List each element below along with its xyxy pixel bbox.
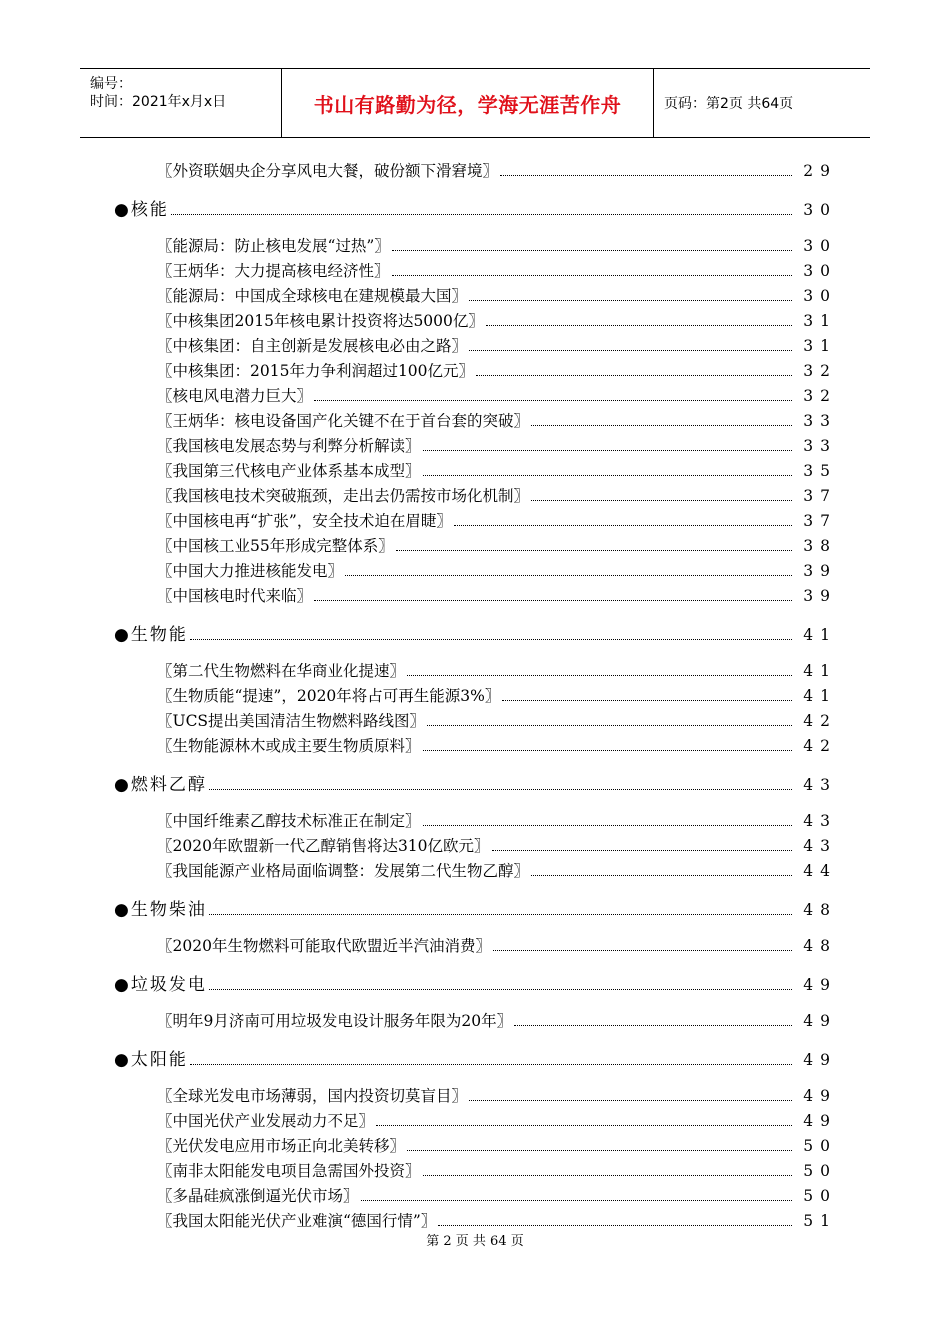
header-page-cell: [654, 69, 870, 137]
toc-section-entry[interactable]: [0, 899, 950, 921]
toc-page-number: 48: [803, 901, 837, 919]
toc-leader-dots: [423, 750, 792, 751]
toc-section-entry[interactable]: [0, 1049, 950, 1071]
toc-entry-title: 〖中核集团2015年核电累计投资将达5000亿〗: [157, 312, 484, 330]
toc-leader-dots: [454, 525, 792, 526]
toc-entry-title: 〖核电风电潜力巨大〗: [157, 387, 313, 405]
toc-entry[interactable]: [0, 160, 950, 182]
toc-page-number: 31: [803, 337, 837, 355]
toc-entry[interactable]: [0, 560, 950, 582]
toc-section-entry[interactable]: [0, 624, 950, 646]
toc-entry-title: 〖光伏发电应用市场正向北美转移〗: [157, 1137, 406, 1155]
toc-entry-title: 〖中国光伏产业发展动力不足〗: [157, 1112, 375, 1130]
toc-entry-title: 〖中国核电再“扩张”，安全技术迫在眉睫〗: [157, 512, 452, 530]
toc-entry[interactable]: [0, 385, 950, 407]
toc-entry-title: 〖王炳华：大力提高核电经济性〗: [157, 262, 390, 280]
toc-page-number: 32: [803, 362, 837, 380]
toc-page-number: 31: [803, 312, 837, 330]
toc-entry[interactable]: [0, 935, 950, 957]
toc-entry[interactable]: [0, 1185, 950, 1207]
toc-entry-title: 〖我国核电发展态势与利弊分析解读〗: [157, 437, 421, 455]
page-header: [80, 68, 870, 138]
toc-page-number: 38: [803, 537, 837, 555]
toc-entry-title: 〖全球光发电市场薄弱，国内投资切莫盲目〗: [157, 1087, 468, 1105]
toc-leader-dots: [171, 214, 792, 215]
toc-entry-title: 〖外资联姻央企分享风电大餐，破份额下滑窘境〗: [157, 162, 499, 180]
toc-leader-dots: [376, 1125, 792, 1126]
toc-entry[interactable]: [0, 260, 950, 282]
toc-entry[interactable]: [0, 285, 950, 307]
toc-entry[interactable]: [0, 435, 950, 457]
toc-leader-dots: [392, 275, 792, 276]
toc-page-number: 37: [803, 512, 837, 530]
toc-entry[interactable]: [0, 535, 950, 557]
toc-leader-dots: [531, 500, 792, 501]
toc-leader-dots: [392, 250, 792, 251]
toc-page-number: 43: [803, 776, 837, 794]
toc-leader-dots: [469, 350, 792, 351]
toc-page-number: 41: [803, 662, 837, 680]
toc-section-entry[interactable]: [0, 774, 950, 796]
toc-leader-dots: [361, 1200, 792, 1201]
toc-page-number: 49: [803, 1087, 837, 1105]
toc-section-entry[interactable]: [0, 974, 950, 996]
toc-entry-title: 〖2020年生物燃料可能取代欧盟近半汽油消费〗: [157, 937, 491, 955]
toc-entry-title: ●燃料乙醇: [114, 775, 207, 795]
toc-leader-dots: [407, 1150, 792, 1151]
toc-entry[interactable]: [0, 1085, 950, 1107]
toc-page-number: 32: [803, 387, 837, 405]
header-page-label: 页码：第2页 共64页: [664, 96, 794, 112]
toc-leader-dots: [531, 425, 792, 426]
toc-entry[interactable]: [0, 235, 950, 257]
toc-entry-title: ●生物柴油: [114, 900, 207, 920]
toc-leader-dots: [493, 950, 792, 951]
toc-page-number: 49: [803, 1051, 837, 1069]
toc-page-number: 29: [803, 162, 837, 180]
toc-entry[interactable]: [0, 1210, 950, 1232]
toc-page-number: 39: [803, 587, 837, 605]
toc-leader-dots: [209, 914, 792, 915]
document-date-label: 时间：2021年x月x日: [90, 94, 227, 110]
toc-page-number: 30: [803, 201, 837, 219]
toc-page-number: 39: [803, 562, 837, 580]
toc-leader-dots: [476, 375, 792, 376]
toc-page-number: 50: [803, 1187, 837, 1205]
toc-entry-title: ●垃圾发电: [114, 975, 207, 995]
toc-leader-dots: [486, 325, 792, 326]
toc-entry[interactable]: [0, 710, 950, 732]
toc-page-number: 50: [803, 1137, 837, 1155]
toc-entry[interactable]: [0, 860, 950, 882]
toc-entry[interactable]: [0, 310, 950, 332]
toc-page-number: 43: [803, 837, 837, 855]
toc-leader-dots: [531, 875, 792, 876]
toc-entry-title: 〖明年9月济南可用垃圾发电设计服务年限为20年〗: [157, 1012, 513, 1030]
toc-page-number: 49: [803, 976, 837, 994]
toc-leader-dots: [423, 450, 792, 451]
toc-leader-dots: [492, 850, 792, 851]
toc-entry-title: 〖中国核电时代来临〗: [157, 587, 313, 605]
toc-page-number: 50: [803, 1162, 837, 1180]
toc-leader-dots: [209, 789, 792, 790]
toc-entry[interactable]: [0, 1110, 950, 1132]
toc-entry-title: 〖我国太阳能光伏产业难演“德国行情”〗: [157, 1212, 437, 1230]
toc-page-number: 35: [803, 462, 837, 480]
toc-entry-title: 〖我国能源产业格局面临调整：发展第二代生物乙醇〗: [157, 862, 530, 880]
toc-page-number: 43: [803, 812, 837, 830]
toc-page-number: 44: [803, 862, 837, 880]
toc-leader-dots: [314, 600, 792, 601]
toc-leader-dots: [407, 675, 792, 676]
toc-entry[interactable]: [0, 1135, 950, 1157]
toc-leader-dots: [314, 400, 792, 401]
document-number-label: 编号：: [90, 76, 132, 92]
toc-leader-dots: [423, 825, 792, 826]
header-motto-cell: [282, 69, 654, 137]
toc-entry[interactable]: [0, 360, 950, 382]
toc-page-number: 41: [803, 626, 837, 644]
toc-entry-title: 〖多晶硅疯涨倒逼光伏市场〗: [157, 1187, 359, 1205]
toc-entry[interactable]: [0, 335, 950, 357]
toc-entry[interactable]: [0, 510, 950, 532]
toc-entry-title: 〖我国核电技术突破瓶颈，走出去仍需按市场化机制〗: [157, 487, 530, 505]
toc-leader-dots: [502, 700, 792, 701]
toc-section-entry[interactable]: [0, 199, 950, 221]
toc-entry-title: 〖生物质能“提速”，2020年将占可再生能源3%〗: [157, 687, 501, 705]
toc-leader-dots: [190, 1064, 792, 1065]
toc-entry-title: ●核能: [114, 200, 169, 220]
toc-entry-title: 〖2020年欧盟新一代乙醇销售将达310亿欧元〗: [157, 837, 490, 855]
toc-entry-title: 〖生物能源林木或成主要生物质原料〗: [157, 737, 421, 755]
toc-entry-title: 〖我国第三代核电产业体系基本成型〗: [157, 462, 421, 480]
toc-entry-title: ●太阳能: [114, 1050, 188, 1070]
toc-leader-dots: [396, 550, 792, 551]
toc-page-number: 49: [803, 1112, 837, 1130]
toc-entry-title: 〖第二代生物燃料在华商业化提速〗: [157, 662, 406, 680]
toc-entry-title: 〖中国大力推进核能发电〗: [157, 562, 344, 580]
toc-page-number: 42: [803, 712, 837, 730]
toc-page-number: 49: [803, 1012, 837, 1030]
toc-entry-title: 〖能源局：防止核电发展“过热”〗: [157, 237, 390, 255]
toc-leader-dots: [423, 475, 792, 476]
toc-leader-dots: [427, 725, 792, 726]
toc-leader-dots: [500, 175, 792, 176]
page-footer: 第 2 页 共 64 页: [426, 1234, 524, 1249]
toc-page-number: 41: [803, 687, 837, 705]
toc-entry-title: 〖王炳华：核电设备国产化关键不在于首台套的突破〗: [157, 412, 530, 430]
toc-leader-dots: [345, 575, 792, 576]
toc-entry[interactable]: [0, 460, 950, 482]
toc-page-number: 30: [803, 237, 837, 255]
toc-entry-title: 〖能源局：中国成全球核电在建规模最大国〗: [157, 287, 468, 305]
toc-leader-dots: [209, 989, 792, 990]
toc-leader-dots: [423, 1175, 792, 1176]
toc-entry[interactable]: [0, 660, 950, 682]
toc-leader-dots: [514, 1025, 792, 1026]
toc-entry-title: 〖中核集团：2015年力争利润超过100亿元〗: [157, 362, 475, 380]
toc-leader-dots: [438, 1225, 792, 1226]
toc-entry-title: 〖UCS提出美国清洁生物燃料路线图〗: [157, 712, 426, 730]
toc-entry[interactable]: [0, 1010, 950, 1032]
toc-entry-title: ●生物能: [114, 625, 188, 645]
toc-entry-title: 〖中核集团：自主创新是发展核电必由之路〗: [157, 337, 468, 355]
toc-entry[interactable]: [0, 410, 950, 432]
toc-page-number: 33: [803, 437, 837, 455]
toc-page-number: 37: [803, 487, 837, 505]
toc-entry[interactable]: [0, 685, 950, 707]
toc-entry[interactable]: [0, 735, 950, 757]
toc-entry-title: 〖中国纤维素乙醇技术标准正在制定〗: [157, 812, 421, 830]
toc-entry[interactable]: [0, 485, 950, 507]
header-motto: 书山有路勤为径，学海无涯苦作舟: [313, 92, 622, 117]
toc-page-number: 30: [803, 287, 837, 305]
toc-entry-title: 〖中国核工业55年形成完整体系〗: [157, 537, 394, 555]
toc-page-number: 33: [803, 412, 837, 430]
toc-leader-dots: [469, 1100, 792, 1101]
toc-page-number: 30: [803, 262, 837, 280]
toc-entry[interactable]: [0, 1160, 950, 1182]
toc-page-number: 42: [803, 737, 837, 755]
toc-page-number: 51: [803, 1212, 837, 1230]
toc-entry[interactable]: [0, 810, 950, 832]
toc-entry[interactable]: [0, 835, 950, 857]
toc-leader-dots: [190, 639, 792, 640]
toc-entry[interactable]: [0, 585, 950, 607]
header-meta-cell: [80, 69, 282, 137]
toc-entry-title: 〖南非太阳能发电项目急需国外投资〗: [157, 1162, 421, 1180]
toc-page-number: 48: [803, 937, 837, 955]
toc-leader-dots: [469, 300, 792, 301]
